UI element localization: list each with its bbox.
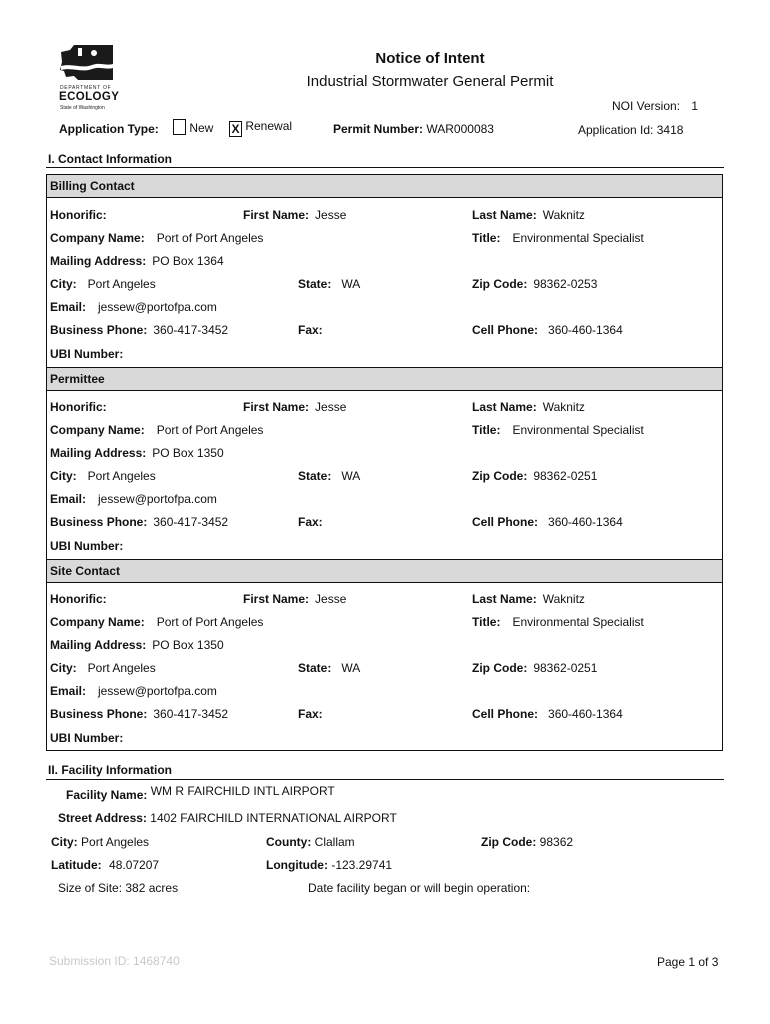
email-field: Email: jessew@portofpa.com — [50, 684, 217, 698]
application-id-label: Application Id: — [578, 123, 654, 137]
logo-state-text: State of Washington — [60, 105, 105, 111]
city-field: City: Port Angeles — [50, 277, 156, 291]
permit-number-label: Permit Number: — [333, 122, 424, 136]
application-id — [578, 123, 683, 137]
first-name-field: First Name: Jesse — [243, 208, 347, 222]
last-name-field: Last Name: Waknitz — [472, 592, 585, 606]
cell-phone-field: Cell Phone: 360-460-1364 — [472, 323, 623, 337]
honorific-field: Honorific: — [50, 592, 107, 606]
facility-name-field — [66, 784, 335, 802]
facility-zip-field — [481, 835, 573, 849]
ubi-number-field: UBI Number: — [50, 731, 124, 745]
facility-city-value: Port Angeles — [81, 835, 150, 849]
company-name-field: Company Name: Port of Port Angeles — [50, 231, 264, 245]
page-number: Page 1 of 3 — [657, 955, 719, 969]
noi-version-label: NOI Version: — [612, 99, 681, 113]
facility-zip-value: 98362 — [539, 835, 574, 849]
county-label: County: — [266, 835, 312, 849]
street-address-field — [58, 811, 397, 825]
state-field: State: WA — [298, 277, 361, 291]
zip-code-field: Zip Code: 98362-0251 — [472, 469, 598, 483]
facility-name-label: Facility Name: — [66, 788, 148, 802]
new-option-label: New — [189, 121, 214, 135]
title-field: Title: Environmental Specialist — [472, 615, 644, 629]
contact-information-table — [46, 174, 723, 751]
permit-number-value: WAR000083 — [426, 122, 494, 136]
contact-block-permittee — [47, 367, 722, 559]
size-of-site: Size of Site: 382 acres — [58, 881, 179, 895]
first-name-field: First Name: Jesse — [243, 592, 347, 606]
section-divider — [46, 167, 724, 168]
county-field — [266, 835, 355, 849]
zip-code-field: Zip Code: 98362-0253 — [472, 277, 598, 291]
contact-block-heading: Permittee — [47, 367, 722, 391]
renewal-option[interactable] — [229, 119, 292, 137]
city-field: City: Port Angeles — [50, 469, 156, 483]
last-name-field: Last Name: Waknitz — [472, 400, 585, 414]
permit-number — [333, 122, 494, 136]
email-field: Email: jessew@portofpa.com — [50, 300, 217, 314]
first-name-field: First Name: Jesse — [243, 400, 347, 414]
latitude-value: 48.07207 — [109, 858, 160, 872]
county-value: Clallam — [314, 835, 355, 849]
street-address-label: Street Address: — [58, 811, 147, 825]
company-name-field: Company Name: Port of Port Angeles — [50, 615, 264, 629]
state-field: State: WA — [298, 469, 361, 483]
email-field: Email: jessew@portofpa.com — [50, 492, 217, 506]
contact-block-heading: Billing Contact — [47, 175, 722, 198]
application-id-value: 3418 — [656, 123, 684, 137]
business-phone-field: Business Phone: 360-417-3452 — [50, 707, 229, 721]
section-facility-heading: II. Facility Information — [48, 763, 173, 777]
mailing-address-field: Mailing Address: PO Box 1350 — [50, 638, 224, 652]
logo-department-text: DEPARTMENT OF — [60, 85, 112, 91]
zip-code-field: Zip Code: 98362-0251 — [472, 661, 598, 675]
date-began-operation: Date facility began or will begin operation: — [308, 881, 531, 895]
business-phone-field: Business Phone: 360-417-3452 — [50, 515, 229, 529]
cell-phone-field: Cell Phone: 360-460-1364 — [472, 707, 623, 721]
ubi-number-field: UBI Number: — [50, 347, 124, 361]
renewal-option-label: Renewal — [245, 119, 293, 133]
city-field: City: Port Angeles — [50, 661, 156, 675]
longitude-label: Longitude: — [266, 858, 328, 872]
longitude-value: -123.29741 — [331, 858, 393, 872]
honorific-field: Honorific: — [50, 208, 107, 222]
logo-agency-text: ECOLOGY — [59, 91, 120, 103]
noi-version — [612, 99, 698, 113]
title-field: Title: Environmental Specialist — [472, 231, 644, 245]
latitude-label: Latitude: — [51, 858, 102, 872]
section-contact-heading: I. Contact Information — [48, 152, 172, 166]
fax-field: Fax: — [298, 323, 323, 337]
facility-city-field — [51, 835, 149, 849]
business-phone-field: Business Phone: 360-417-3452 — [50, 323, 229, 337]
new-checkbox[interactable] — [173, 119, 186, 135]
latitude-field — [51, 858, 159, 872]
longitude-field — [266, 858, 392, 872]
facility-city-label: City: — [51, 835, 78, 849]
new-option[interactable] — [173, 119, 213, 135]
facility-zip-label: Zip Code: — [481, 835, 537, 849]
last-name-field: Last Name: Waknitz — [472, 208, 585, 222]
title-field: Title: Environmental Specialist — [472, 423, 644, 437]
application-type-label: Application Type: — [59, 122, 159, 136]
contact-block-site — [47, 559, 722, 750]
state-field: State: WA — [298, 661, 361, 675]
fax-field: Fax: — [298, 515, 323, 529]
document-title: Notice of Intent — [375, 50, 485, 67]
mailing-address-field: Mailing Address: PO Box 1364 — [50, 254, 224, 268]
cell-phone-field: Cell Phone: 360-460-1364 — [472, 515, 623, 529]
contact-block-billing — [47, 175, 722, 367]
section-divider — [46, 779, 724, 780]
submission-id: Submission ID: 1468740 — [49, 954, 180, 968]
contact-block-heading: Site Contact — [47, 559, 722, 583]
ubi-number-field: UBI Number: — [50, 539, 124, 553]
fax-field: Fax: — [298, 707, 323, 721]
street-address-value: 1402 FAIRCHILD INTERNATIONAL AIRPORT — [150, 811, 397, 825]
document-subtitle: Industrial Stormwater General Permit — [306, 73, 554, 90]
renewal-checkbox[interactable]: X — [229, 121, 242, 137]
company-name-field: Company Name: Port of Port Angeles — [50, 423, 264, 437]
noi-version-value: 1 — [691, 99, 699, 113]
honorific-field: Honorific: — [50, 400, 107, 414]
mailing-address-field: Mailing Address: PO Box 1350 — [50, 446, 224, 460]
facility-name-value: WM R FAIRCHILD INTL AIRPORT — [150, 784, 335, 798]
